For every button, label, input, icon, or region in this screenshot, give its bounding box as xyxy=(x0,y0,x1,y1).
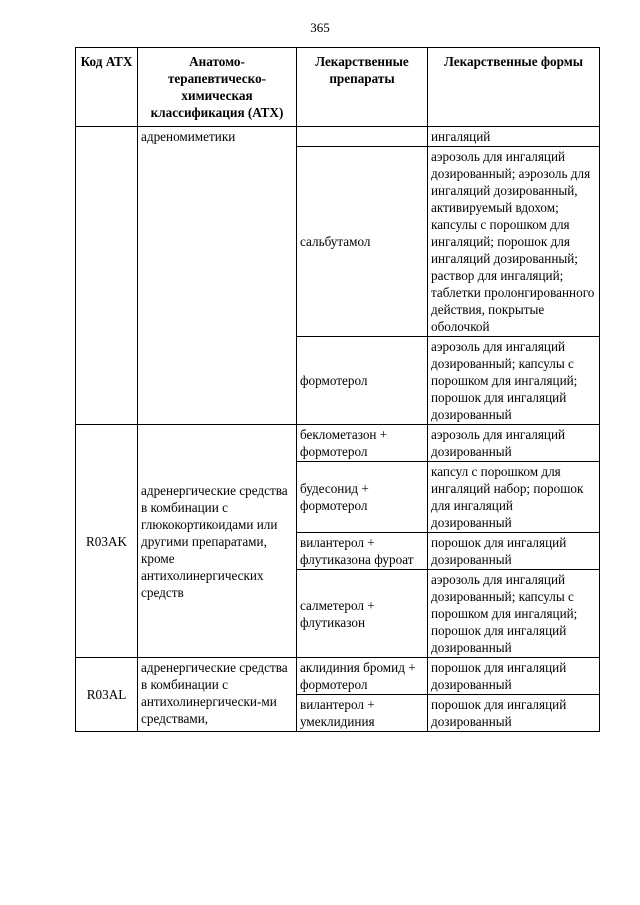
classification-cell: адренергические средства в комбинации с глюкокортикоидами или другими препаратами, кроме антихолинергических средств xyxy=(138,425,297,658)
table-header-row xyxy=(76,48,600,127)
drug-cell: беклометазон + формотерол xyxy=(297,425,428,462)
header-forms: Лекарственные формы xyxy=(428,48,600,127)
drug-cell xyxy=(297,127,428,147)
drug-cell: вилантерол + умеклидиния xyxy=(297,695,428,732)
code-cell: R03AL xyxy=(76,658,138,732)
form-cell: порошок для ингаляций дозированный xyxy=(428,695,600,732)
header-classification: Анатомо-терапевтическо-химическая классификация (АТХ) xyxy=(138,48,297,127)
drug-cell: будесонид + формотерол xyxy=(297,462,428,533)
form-cell: капсул с порошком для ингаляций набор; порошок для ингаляций дозированный xyxy=(428,462,600,533)
drug-cell: формотерол xyxy=(297,337,428,425)
form-cell: порошок для ингаляций дозированный xyxy=(428,658,600,695)
drug-cell: аклидиния бромид + формотерол xyxy=(297,658,428,695)
form-cell: аэрозоль для ингаляций дозированный; капсулы с порошком для ингаляций; порошок для ингаляций дозированный xyxy=(428,570,600,658)
drug-cell: салметерол + флутиказон xyxy=(297,570,428,658)
form-cell: порошок для ингаляций дозированный xyxy=(428,533,600,570)
code-cell-empty xyxy=(76,127,138,425)
drug-cell: вилантерол + флутиказона фуроат xyxy=(297,533,428,570)
table-row xyxy=(76,658,600,695)
atc-drug-table xyxy=(75,47,600,732)
code-cell: R03AK xyxy=(76,425,138,658)
page-number: 365 xyxy=(310,20,330,35)
form-cell: аэрозоль для ингаляций дозированный; капсулы с порошком для ингаляций; порошок для ингаляций дозированный xyxy=(428,337,600,425)
form-cell: ингаляций xyxy=(428,127,600,147)
form-cell: аэрозоль для ингаляций дозированный xyxy=(428,425,600,462)
classification-cell: адреномиметики xyxy=(138,127,297,425)
form-cell: аэрозоль для ингаляций дозированный; аэрозоль для ингаляций дозированный, активируемый вдохом; капсулы с порошком для ингаляций; порошок для ингаляций дозированный; раствор для ингаляций; таблетки пролонгированного действия, покрытые оболочкой xyxy=(428,147,600,337)
table-row xyxy=(76,127,600,147)
classification-cell: адренергические средства в комбинации с антихолинергически-ми средствами, xyxy=(138,658,297,732)
table-row xyxy=(76,425,600,462)
header-code: Код АТХ xyxy=(76,48,138,127)
header-drugs: Лекарственные препараты xyxy=(297,48,428,127)
drug-cell: сальбутамол xyxy=(297,147,428,337)
